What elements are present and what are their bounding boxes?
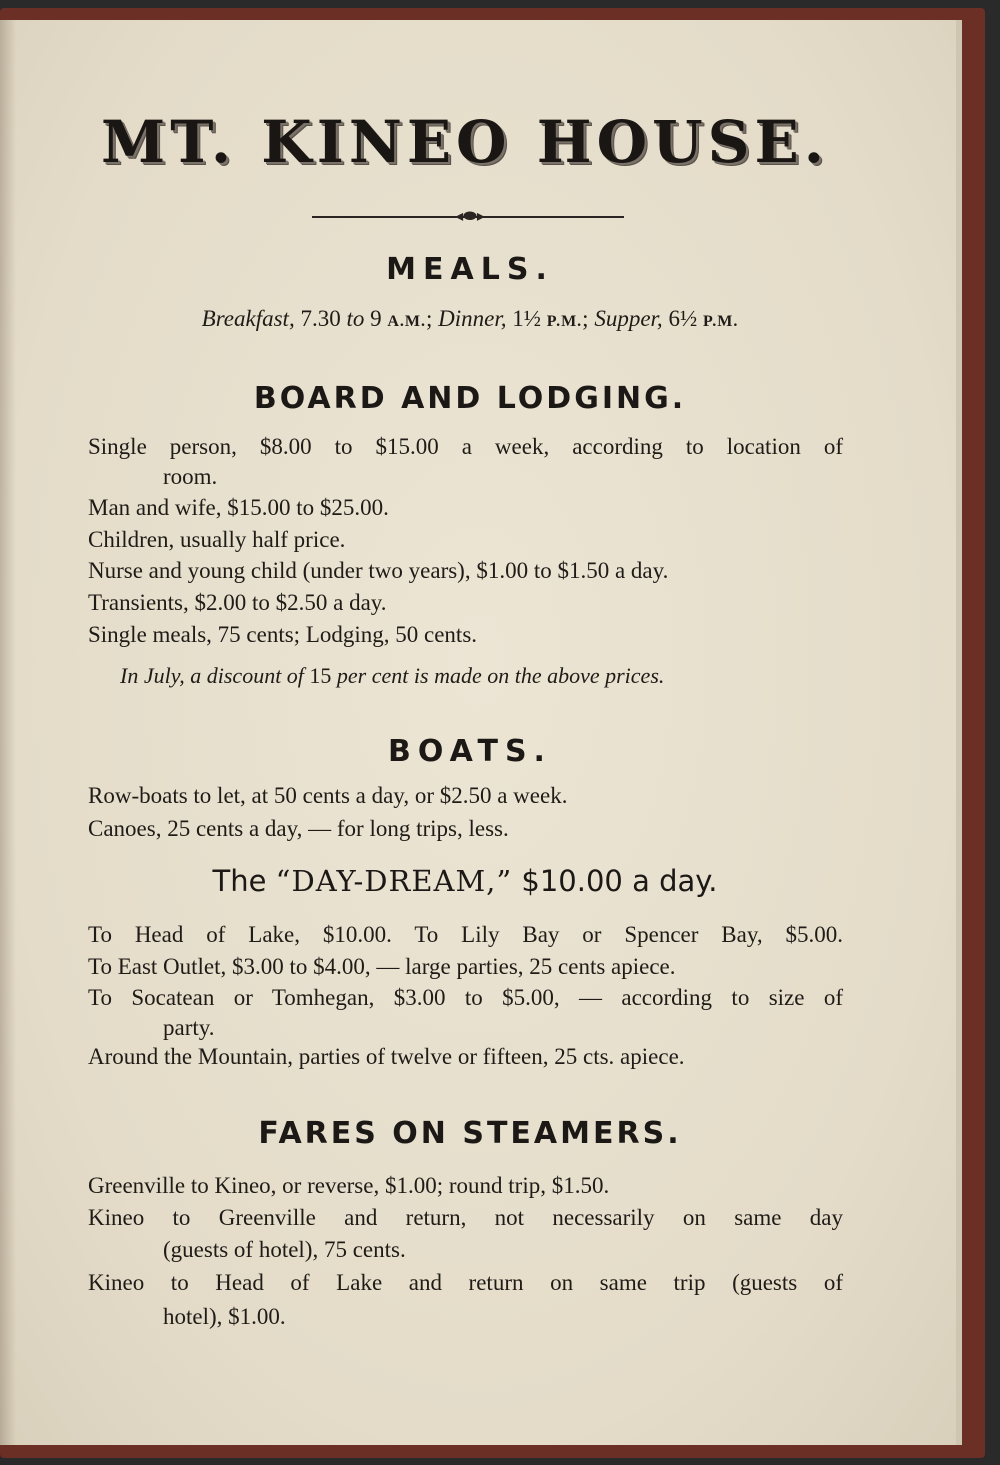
fares-line: (guests of hotel), 75 cents. xyxy=(163,1237,406,1262)
boats-heading: BOATS. xyxy=(388,734,552,769)
discount-percent: 15 xyxy=(309,663,332,688)
board-line: Nurse and young child (under two years), $1.00 to $1.50 a day. xyxy=(88,558,669,583)
supper-time: 6½ xyxy=(668,306,698,331)
fares-line: Kineo to Greenville and return, not necessarily on same day xyxy=(88,1205,843,1230)
discount-note xyxy=(120,661,875,691)
dinner-label: Dinner, xyxy=(438,306,507,331)
trip-line: To Head of Lake, $10.00. To Lily Bay or Spencer Bay, $5.00. xyxy=(88,922,843,947)
pm-label: P.M. xyxy=(702,313,739,330)
discount-note-text: In July, a discount of xyxy=(120,663,304,688)
meals-times xyxy=(0,306,940,332)
trip-line: party. xyxy=(163,1015,215,1040)
daydream-prefix: The xyxy=(212,864,267,898)
daydream-price: $10.00 a day. xyxy=(521,864,718,898)
breakfast-start: 7.30 xyxy=(300,306,341,331)
trip-line: To East Outlet, $3.00 to $4.00, — large parties, 25 cents apiece. xyxy=(88,954,676,979)
meals-heading: MEALS. xyxy=(386,252,554,287)
daydream-name: “DAY-DREAM,” xyxy=(275,864,513,898)
board-line: Man and wife, $15.00 to $25.00. xyxy=(88,495,389,520)
board-line: Transients, $2.00 to $2.50 a day. xyxy=(88,590,387,615)
fares-heading: FARES ON STEAMERS. xyxy=(258,1116,682,1151)
breakfast-end: 9 xyxy=(370,306,382,331)
boats-line: Canoes, 25 cents a day, — for long trips, less. xyxy=(88,816,509,841)
boats-line: Row-boats to let, at 50 cents a day, or $2.50 a week. xyxy=(88,783,568,808)
rule-ornament-icon: ◂⬬▸ xyxy=(455,206,485,225)
fares-line: Greenville to Kineo, or reverse, $1.00; round trip, $1.50. xyxy=(88,1173,610,1198)
discount-note-text: per cent is made on the above prices. xyxy=(336,663,665,688)
board-line: Single person, $8.00 to $15.00 a week, according to location of xyxy=(88,434,843,459)
board-line: room. xyxy=(163,464,218,489)
board-line: Children, usually half price. xyxy=(88,527,346,552)
page-gutter-shadow xyxy=(0,20,16,1445)
board-line: Single meals, 75 cents; Lodging, 50 cents. xyxy=(88,622,478,647)
pm-label: P.M. xyxy=(546,313,583,330)
daydream-line xyxy=(0,864,930,898)
page-content xyxy=(0,20,962,1445)
page xyxy=(0,20,962,1445)
fares-line: Kineo to Head of Lake and return on same trip (guests of xyxy=(88,1270,843,1295)
separator: ; xyxy=(582,306,589,331)
board-heading: BOARD AND LODGING. xyxy=(253,381,687,416)
supper-label: Supper, xyxy=(594,306,663,331)
fares-line: hotel), $1.00. xyxy=(163,1304,286,1329)
trip-line: Around the Mountain, parties of twelve or fifteen, 25 cts. apiece. xyxy=(88,1044,685,1069)
breakfast-label: Breakfast, xyxy=(201,306,295,331)
separator: ; xyxy=(426,306,433,331)
dinner-time: 1½ xyxy=(512,306,542,331)
to-word: to xyxy=(346,306,365,331)
am-label: A.M. xyxy=(387,313,426,330)
trip-line: To Socatean or Tomhegan, $3.00 to $5.00, — according to size of xyxy=(88,985,843,1010)
page-title: MT. KINEO HOUSE. xyxy=(101,108,829,176)
